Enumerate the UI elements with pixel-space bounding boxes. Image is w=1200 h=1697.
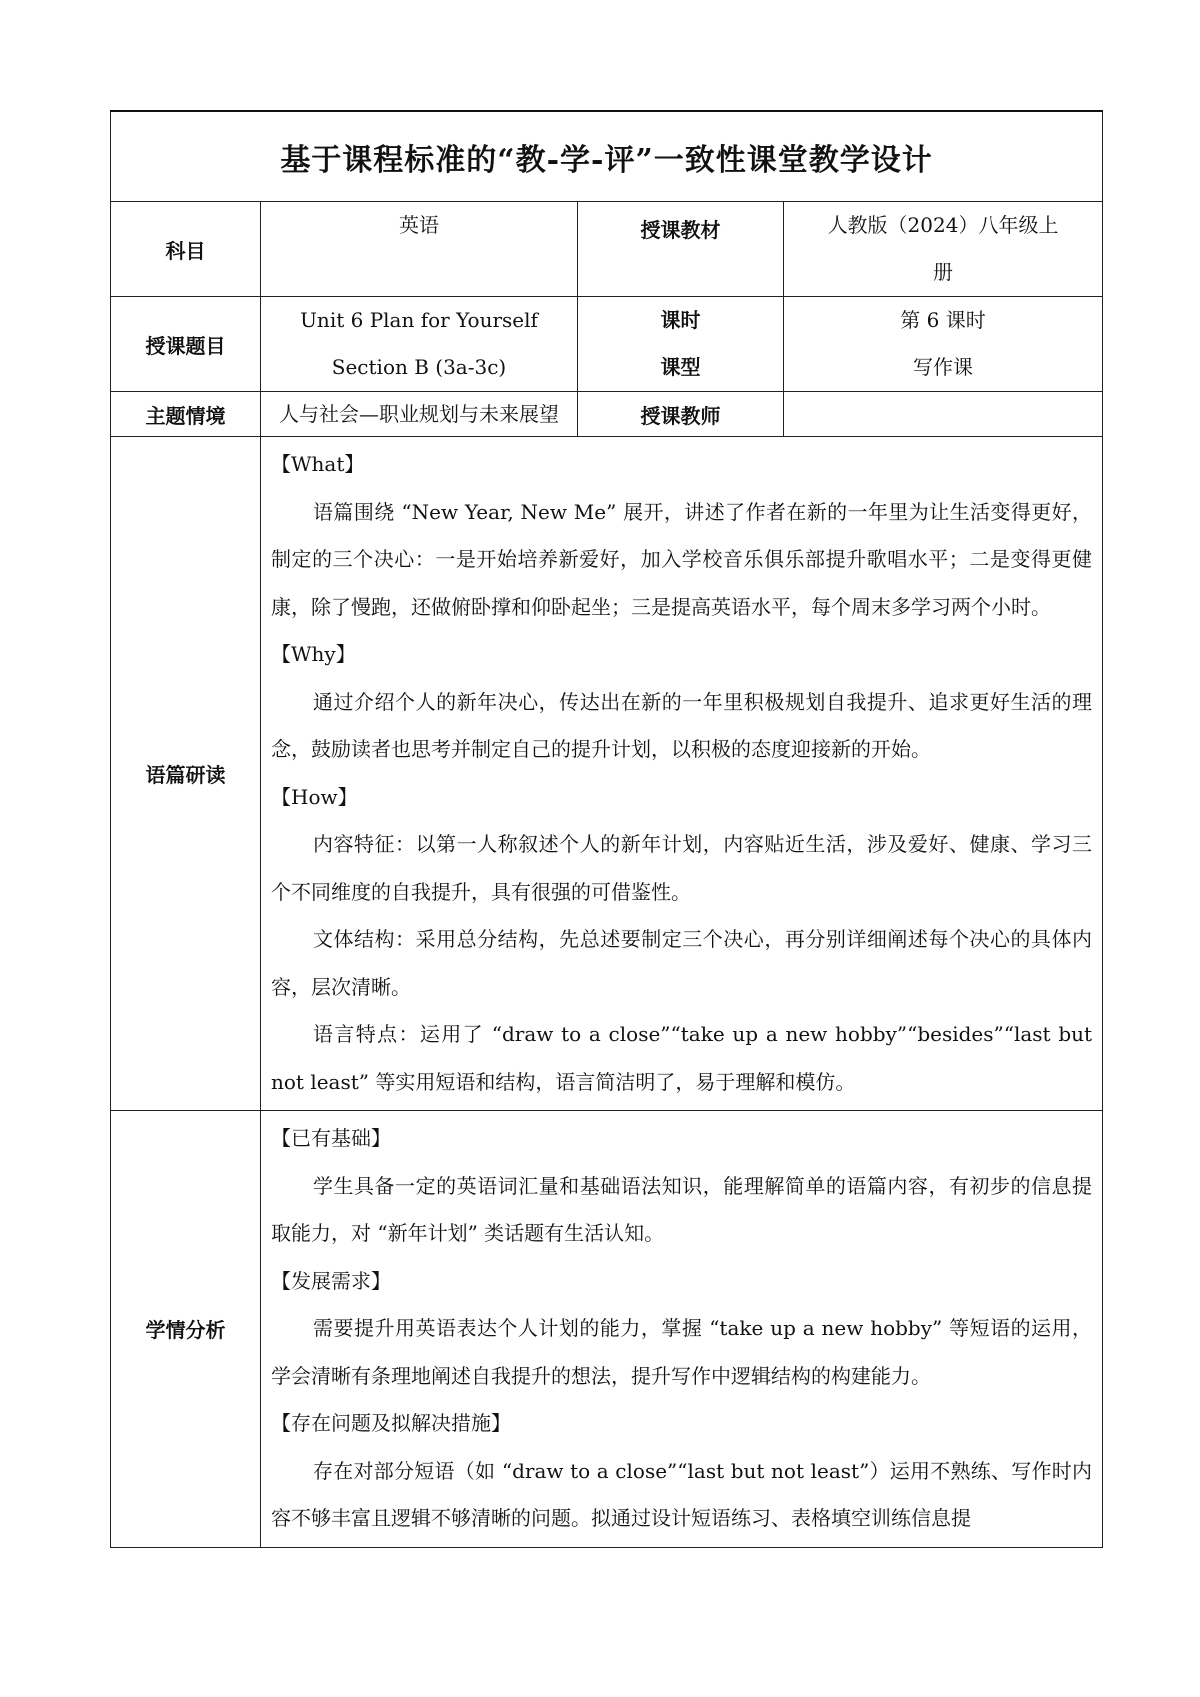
analysis-content — [261, 1111, 1103, 1548]
need-heading: 【发展需求】 — [271, 1268, 391, 1293]
period-label: 课时 — [660, 308, 701, 332]
how-text-structure: 文体结构：采用总分结构，先总述要制定三个决心，再分别详细阐述每个决心的具体内容，层次清晰。 — [271, 927, 1093, 999]
why-heading: 【Why】 — [271, 642, 356, 666]
type-value: 写作课 — [913, 355, 974, 379]
period-value: 第 6 课时 — [900, 308, 986, 332]
what-text: 语篇围绕 “New Year, New Me” 展开，讲述了作者在新的一年里为让生活变得更好，制定的三个决心：一是开始培养新爱好，加入学校音乐俱乐部提升歌唱水平；二是变得更健康，除了慢跑，还做俯卧撑和仰卧起坐；三是提高英语水平，每个周末多学习两个小时。 — [271, 499, 1093, 619]
period-type-values — [784, 297, 1103, 392]
theme-value: 人与社会—职业规划与未来展望 — [261, 392, 578, 437]
subject-label: 科目 — [111, 202, 261, 297]
analysis-label: 学情分析 — [111, 1111, 261, 1548]
topic-line1: Unit 6 Plan for Yourself — [300, 308, 538, 332]
teacher-label: 授课教师 — [578, 392, 784, 437]
period-type-labels — [578, 297, 784, 392]
title-cell — [111, 111, 1103, 202]
textbook-value-line1: 人教版（2024）八年级上 — [827, 213, 1059, 237]
textbook-value-line2: 册 — [933, 260, 954, 284]
textbook-label: 授课教材 — [578, 202, 784, 297]
type-label: 课型 — [660, 355, 701, 379]
lesson-design-table — [110, 110, 1103, 1548]
base-heading: 【已有基础】 — [271, 1126, 391, 1150]
teacher-value — [784, 392, 1103, 437]
page-title: 基于课程标准的“教-学-评”一致性课堂教学设计 — [280, 142, 933, 178]
issue-heading: 【存在问题及拟解决措施】 — [271, 1411, 511, 1435]
how-heading: 【How】 — [271, 784, 358, 809]
need-text: 需要提升用英语表达个人计划的能力，掌握 “take up a new hobby” 等短语的运用，学会清晰有条理地阐述自我提升的想法，提升写作中逻辑结构的构建能力。 — [271, 1316, 1093, 1388]
topic-value — [261, 297, 578, 392]
how-text-content: 内容特征：以第一人称叙述个人的新年计划，内容贴近生活，涉及爱好、健康、学习三个不同维度的自我提升，具有很强的可借鉴性。 — [271, 832, 1093, 904]
textbook-value — [784, 202, 1103, 297]
how-text-language: 语言特点：运用了 “draw to a close”“take up a new hobby”“besides”“last but not least” 等实用短语和结构，语言简洁明了，易于理解和模仿。 — [271, 1022, 1093, 1094]
topic-label: 授课题目 — [111, 297, 261, 392]
subject-value: 英语 — [261, 202, 578, 297]
base-text: 学生具备一定的英语词汇量和基础语法知识，能理解简单的语篇内容，有初步的信息提取能力，对 “新年计划” 类话题有生活认知。 — [271, 1173, 1093, 1245]
reading-content — [261, 437, 1103, 1111]
issue-text: 存在对部分短语（如 “draw to a close”“last but not least”）运用不熟练、写作时内容不够丰富且逻辑不够清晰的问题。拟通过设计短语练习、表格填空训练信息提 — [271, 1458, 1093, 1530]
topic-line2: Section B (3a-3c) — [331, 355, 507, 379]
why-text: 通过介绍个人的新年决心，传达出在新的一年里积极规划自我提升、追求更好生活的理念，鼓励读者也思考并制定自己的提升计划，以积极的态度迎接新的开始。 — [271, 689, 1093, 761]
theme-label: 主题情境 — [111, 392, 261, 437]
reading-label: 语篇研读 — [111, 437, 261, 1111]
what-heading: 【What】 — [271, 452, 365, 476]
